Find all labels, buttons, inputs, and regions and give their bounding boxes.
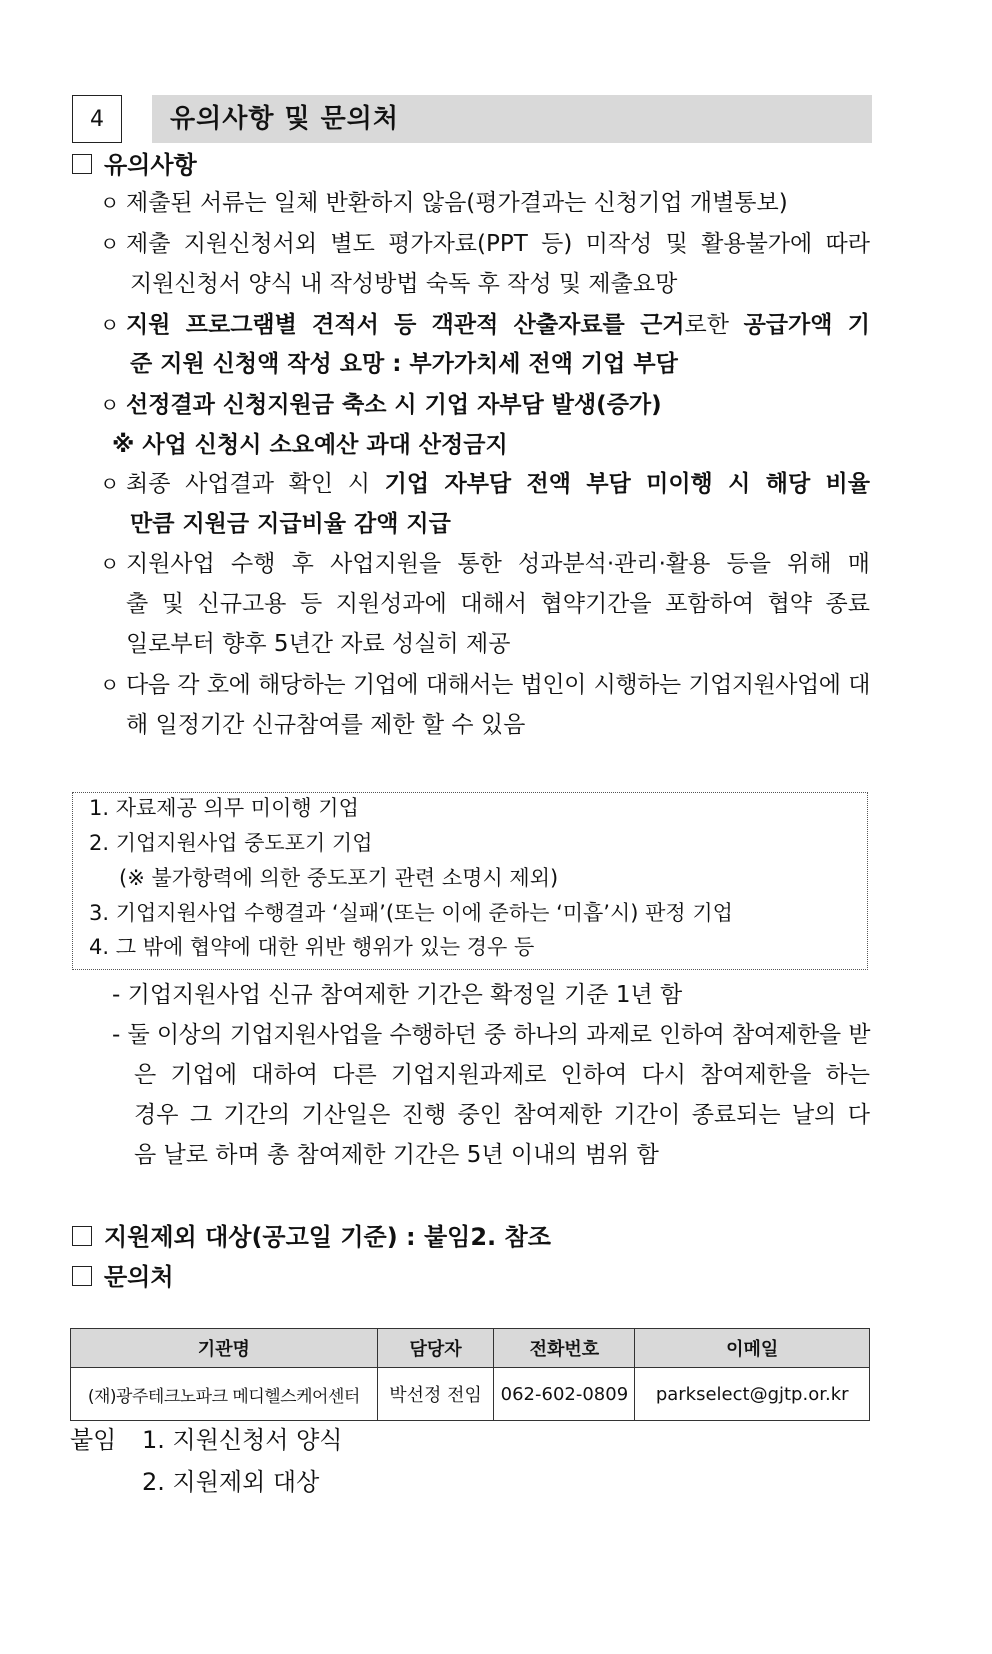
note-4-remark: ※ 사업 신청시 소요예산 과대 산정금지	[112, 432, 508, 458]
checkbox-square-icon	[72, 154, 92, 174]
bullet-icon: ㅇ	[100, 472, 120, 496]
header-org: 기관명	[71, 1329, 378, 1368]
contact-table	[70, 1328, 870, 1421]
note-5-line-2: 만큼 지원금 지급비율 감액 지급	[130, 511, 451, 537]
note-6-line-1: 지원사업 수행 후 사업지원을 통한 성과분석·관리·활용 등을 위해 매	[126, 551, 870, 577]
note-5-bold: 기업 자부담 전액 부담 미이행 시 해당 비율	[384, 471, 870, 497]
bullet-icon: ㅇ	[100, 393, 120, 417]
table-header-row	[71, 1329, 870, 1368]
checkbox-square-icon	[72, 1226, 92, 1246]
rule-2-remark: (※ 불가항력에 의한 중도포기 관련 소명시 제외)	[119, 866, 559, 890]
dash-note-2-line-1: - 둘 이상의 기업지원사업을 수행하던 중 하나의 과제로 인하여 참여제한을 받	[112, 1022, 870, 1048]
note-3-line-1	[126, 310, 870, 340]
section-number: 4	[72, 95, 122, 143]
notes-heading: 유의사항	[72, 150, 197, 180]
attachment-2: 2. 지원제외 대상	[142, 1468, 320, 1496]
note-5-line-1	[126, 469, 870, 499]
header-person: 담당자	[377, 1329, 494, 1368]
attachment-1: 1. 지원신청서 양식	[142, 1426, 343, 1454]
rule-3: 3. 기업지원사업 수행결과 ‘실패’(또는 이에 준하는 ‘미흡’시) 판정 기업	[89, 901, 733, 925]
attachments-label: 붙임	[70, 1426, 117, 1454]
cell-person: 박선정 전임	[377, 1368, 494, 1421]
bullet-icon: ㅇ	[100, 313, 120, 337]
note-3-normal: 로한	[684, 312, 744, 338]
exclusion-heading: 지원제외 대상(공고일 기준) : 붙임2. 참조	[72, 1222, 551, 1252]
bullet-icon: ㅇ	[100, 552, 120, 576]
section-header	[72, 95, 872, 145]
table-row	[71, 1368, 870, 1421]
note-7-line-1: 다음 각 호에 해당하는 기업에 대해서는 법인이 시행하는 기업지원사업에 대	[126, 672, 870, 698]
cell-org: (재)광주테크노파크 메디헬스케어센터	[71, 1368, 378, 1421]
note-3-bold-2: 공급가액 기	[743, 312, 870, 338]
restriction-rules-box	[72, 792, 868, 970]
dash-note-2-line-3: 경우 그 기간의 기산일은 진행 중인 참여제한 기간이 종료되는 날의 다	[134, 1102, 870, 1128]
note-2-line-2: 지원신청서 양식 내 작성방법 숙독 후 작성 및 제출요망	[130, 271, 678, 297]
note-3-line-2: 준 지원 신청액 작성 요망 : 부가가치세 전액 기업 부담	[130, 351, 678, 377]
header-email: 이메일	[635, 1329, 870, 1368]
contact-heading: 문의처	[72, 1262, 174, 1292]
bullet-icon: ㅇ	[100, 191, 120, 215]
note-2-line-1: 제출 지원신청서외 별도 평가자료(PPT 등) 미작성 및 활용불가에 따라	[126, 231, 870, 257]
rule-4: 4. 그 밖에 협약에 대한 위반 행위가 있는 경우 등	[89, 935, 535, 959]
section-title: 유의사항 및 문의처	[152, 95, 872, 143]
dash-note-2-line-4: 음 날로 하며 총 참여제한 기간은 5년 이내의 범위 함	[134, 1142, 659, 1168]
dash-note-1: - 기업지원사업 신규 참여제한 기간은 확정일 기준 1년 함	[112, 982, 683, 1008]
note-5-normal: 최종 사업결과 확인 시	[126, 471, 385, 497]
bullet-icon: ㅇ	[100, 673, 120, 697]
note-1: 제출된 서류는 일체 반환하지 않음(평가결과는 신청기업 개별통보)	[126, 190, 788, 216]
bullet-icon: ㅇ	[100, 232, 120, 256]
dash-note-2-line-2: 은 기업에 대하여 다른 기업지원과제로 인하여 다시 참여제한을 하는	[134, 1062, 870, 1088]
rule-2: 2. 기업지원사업 중도포기 기업	[89, 831, 373, 855]
cell-phone: 062-602-0809	[494, 1368, 635, 1421]
note-7-line-2: 해 일정기간 신규참여를 제한 할 수 있음	[126, 712, 526, 738]
checkbox-square-icon	[72, 1266, 92, 1286]
note-4: 선정결과 신청지원금 축소 시 기업 자부담 발생(증가)	[126, 392, 662, 418]
note-6-line-2: 출 및 신규고용 등 지원성과에 대해서 협약기간을 포함하여 협약 종료	[126, 591, 870, 617]
cell-email[interactable]: parkselect@gjtp.or.kr	[635, 1368, 870, 1421]
header-phone: 전화번호	[494, 1329, 635, 1368]
note-6-line-3: 일로부터 향후 5년간 자료 성실히 제공	[126, 631, 511, 657]
note-3-bold-1: 지원 프로그램별 견적서 등 객관적 산출자료를 근거	[126, 312, 685, 338]
rule-1: 1. 자료제공 의무 미이행 기업	[89, 796, 359, 820]
